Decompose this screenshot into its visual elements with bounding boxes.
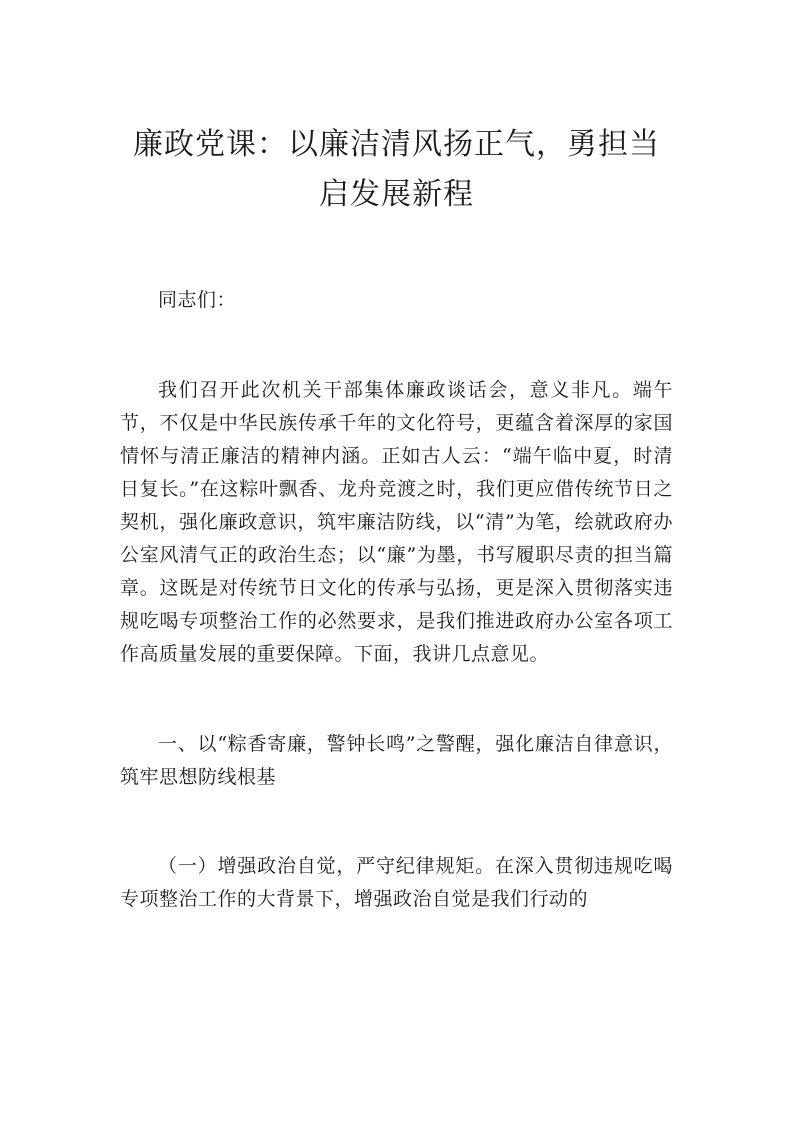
greeting: 同志们： [158,289,237,311]
section-heading: 一、以“粽香寄廉，警钟长鸣”之警醒，强化廉洁自律意识，筑牢思想防线根基 [120,733,673,788]
document-title: 廉政党课：以廉洁清风扬正气，勇担当启发展新程 [133,127,660,212]
body-paragraph: 我们召开此次机关干部集体廉政谈话会，意义非凡。端午节，不仅是中华民族传承千年的文化符号，更蕴含着深厚的家国情怀与清正廉洁的精神内涵。正如古人云：“端午临中夏，时清日复长。”在这粽叶飘香、龙舟竞渡之时，我们更应借传统节日之契机，强化廉政意识，筑牢廉洁防线，以“清”为笔，绘就政府办公室风清气正的政治生态；以“廉”为墨，书写履职尽责的担当篇章。这既是对传统节日文化的传承与弘扬，更是深入贯彻落实违规吃喝专项整治工作的必然要求，是我们推进政府办公室各项工作高质量发展的重要保障。下面，我讲几点意见。 [120,379,673,665]
subsection-paragraph: （一）增强政治自觉，严守纪律规矩。在深入贯彻违规吃喝专项整治工作的大背景下，增强政治自觉是我们行动的 [120,855,673,910]
